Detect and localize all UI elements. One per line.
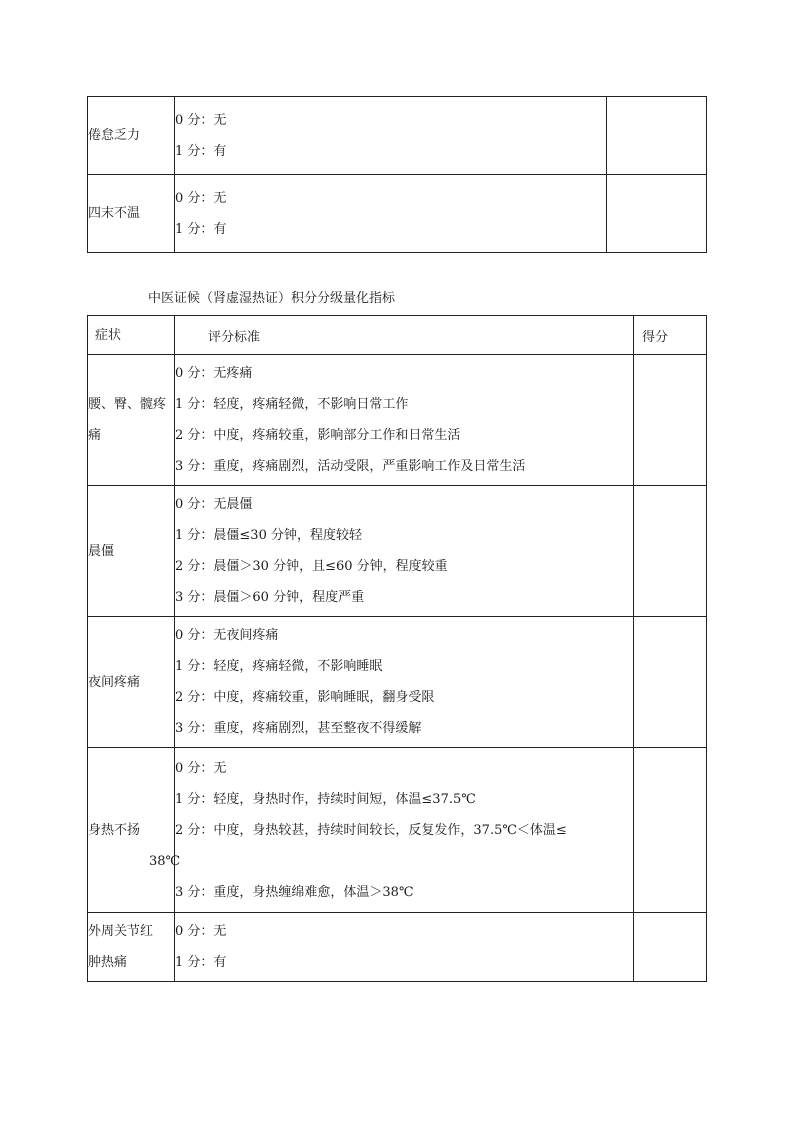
symptom-cell: 倦怠乏力: [88, 97, 175, 175]
criteria-line: 1 分：有: [175, 955, 227, 970]
score-cell: [607, 175, 707, 253]
symptom-cell: 腰、臀、髋疼痛: [88, 355, 175, 486]
table-row: [88, 748, 707, 913]
header-symptom: 症状: [88, 316, 175, 355]
criteria-line: 3 分：重度，疼痛剧烈，活动受限，严重影响工作及日常生活: [175, 459, 526, 474]
symptom-cell: [88, 913, 175, 982]
criteria-line: 2 分：晨僵＞30 分钟，且≤60 分钟，程度较重: [175, 559, 448, 574]
symptom-cell: 身热不扬: [88, 748, 175, 913]
table-row: [88, 486, 707, 617]
symptom-cell: 四末不温: [88, 175, 175, 253]
criteria-cell: [175, 913, 634, 982]
score-cell: [607, 97, 707, 175]
criteria-cell: [175, 355, 634, 486]
criteria-line: 1 分：轻度，疼痛轻微，不影响日常工作: [175, 397, 409, 412]
criteria-line: 1 分：轻度，疼痛轻微，不影响睡眠: [175, 659, 383, 674]
criteria-line: 0 分：无: [175, 924, 227, 939]
criteria-line: 2 分：中度，疼痛较重，影响睡眠，翻身受限: [175, 690, 435, 705]
criteria-line: 3 分：重度，身热缠绵难愈，体温＞38℃: [175, 884, 414, 900]
table-caption: 中医证候（肾虚湿热证）积分分级量化指标: [148, 291, 396, 306]
score-cell: [634, 748, 707, 913]
criteria-line: 0 分：无: [175, 190, 227, 206]
tcm-syndrome-scoring-table: [87, 315, 707, 982]
criteria-cell: [175, 617, 634, 748]
criteria-line: 1 分：有: [175, 221, 227, 237]
criteria-line: 0 分：无晨僵: [175, 497, 253, 512]
score-cell: [634, 913, 707, 982]
criteria-cell: [175, 175, 607, 253]
table-row: [88, 617, 707, 748]
header-score: 得分: [634, 316, 707, 355]
score-cell: [634, 617, 707, 748]
criteria-line: 0 分：无疼痛: [175, 366, 253, 381]
symptom-cell: 夜间疼痛: [88, 617, 175, 748]
criteria-line: 3 分：重度，疼痛剧烈，甚至整夜不得缓解: [175, 721, 422, 736]
criteria-cell: [175, 97, 607, 175]
criteria-line: 2 分：中度，身热较甚，持续时间较长，反复发作，37.5℃＜体温≤: [175, 822, 567, 838]
criteria-line: 2 分：中度，疼痛较重，影响部分工作和日常生活: [175, 428, 461, 443]
criteria-line: 1 分：有: [175, 143, 227, 159]
criteria-line: 0 分：无夜间疼痛: [175, 628, 279, 643]
symptom-text: 外周关节红肿热痛: [88, 924, 154, 970]
scoring-table-continued: [87, 96, 707, 253]
symptom-cell: 晨僵: [88, 486, 175, 617]
criteria-line-continuation: 38℃: [149, 853, 181, 869]
table-header-row: [88, 316, 707, 355]
table-row: [88, 175, 707, 253]
criteria-cell: [175, 486, 634, 617]
score-cell: [634, 486, 707, 617]
criteria-line: 0 分：无: [175, 112, 227, 128]
criteria-line: 0 分：无: [175, 760, 227, 776]
criteria-line: 1 分：晨僵≤30 分钟，程度较轻: [175, 528, 362, 543]
table-row: [88, 913, 707, 982]
criteria-cell: [149, 748, 634, 913]
score-cell: [634, 355, 707, 486]
header-criteria: 评分标准: [175, 316, 634, 355]
criteria-line: 1 分：轻度，身热时作，持续时间短，体温≤37.5℃: [175, 791, 476, 807]
table-row: [88, 355, 707, 486]
criteria-line: 3 分：晨僵＞60 分钟，程度严重: [175, 590, 365, 605]
table-row: [88, 97, 707, 175]
